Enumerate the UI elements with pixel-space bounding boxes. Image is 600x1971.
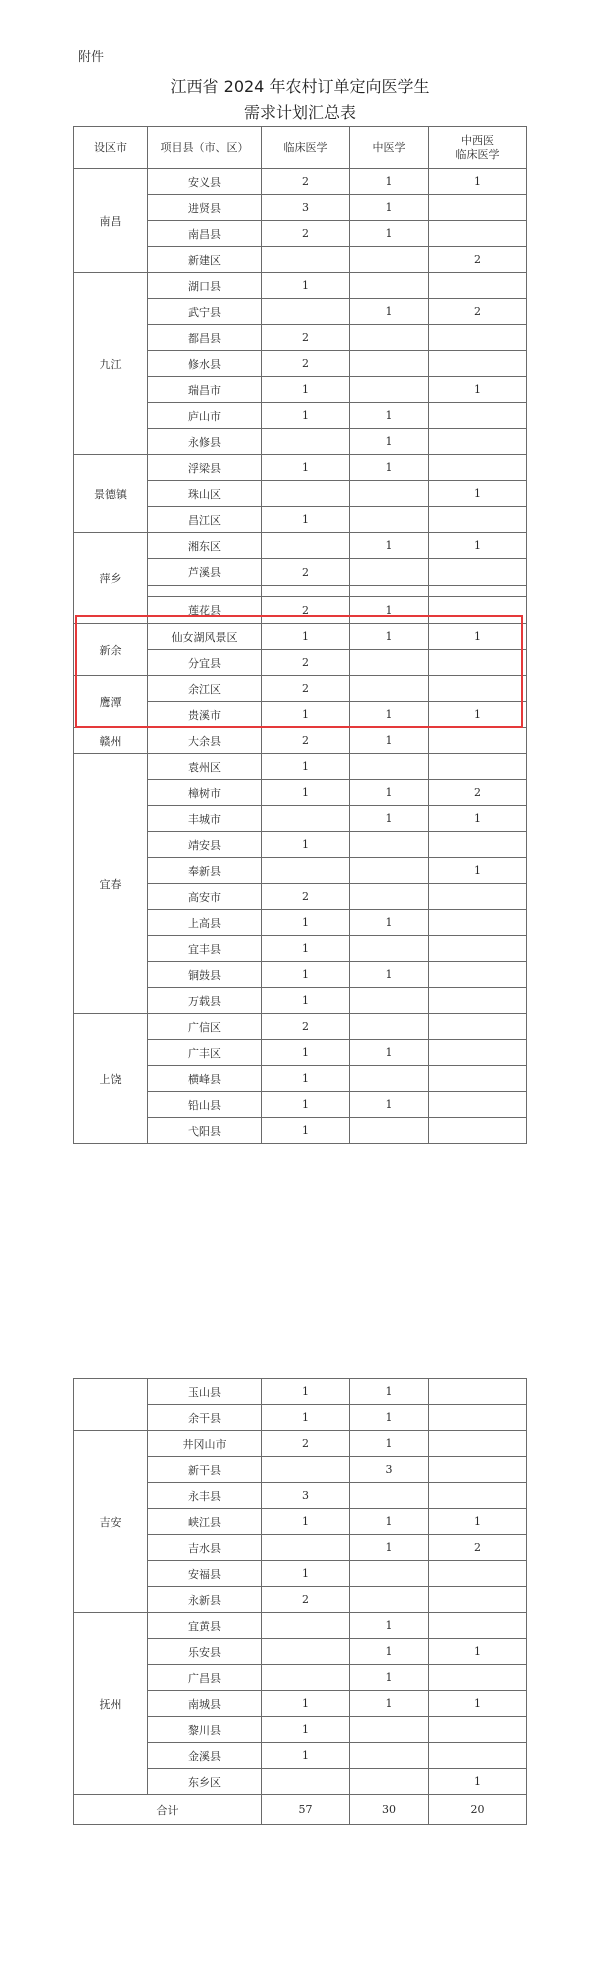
county-cell: 新建区	[148, 247, 262, 273]
integrated-cell	[429, 1665, 527, 1691]
tcm-cell	[350, 1118, 429, 1144]
table-row	[74, 455, 527, 481]
clinical-cell: 2	[262, 351, 350, 377]
clinical-cell: 2	[262, 559, 350, 586]
clinical-cell: 2	[262, 728, 350, 754]
tcm-cell	[350, 936, 429, 962]
header-clinical: 临床医学	[262, 127, 350, 169]
tcm-cell	[350, 1587, 429, 1613]
tcm-cell	[350, 832, 429, 858]
document-subtitle: 需求计划汇总表	[243, 103, 356, 122]
integrated-cell	[429, 884, 527, 910]
clinical-cell: 1	[262, 273, 350, 299]
tcm-cell: 1	[350, 455, 429, 481]
county-cell: 武宁县	[148, 299, 262, 325]
county-cell: 湖口县	[148, 273, 262, 299]
integrated-cell	[429, 1561, 527, 1587]
clinical-cell	[262, 429, 350, 455]
clinical-cell: 1	[262, 1118, 350, 1144]
tcm-cell: 1	[350, 1639, 429, 1665]
tcm-cell: 1	[350, 1509, 429, 1535]
tcm-cell	[350, 325, 429, 351]
county-cell: 贵溪市	[148, 702, 262, 728]
city-cell	[74, 1379, 148, 1431]
integrated-cell: 2	[429, 247, 527, 273]
table-header-row	[74, 127, 527, 169]
integrated-cell	[429, 832, 527, 858]
header-tcm: 中医学	[350, 127, 429, 169]
integrated-cell: 1	[429, 169, 527, 195]
integrated-cell	[429, 936, 527, 962]
clinical-cell	[262, 247, 350, 273]
tcm-cell: 1	[350, 1691, 429, 1717]
integrated-cell	[429, 455, 527, 481]
county-cell: 玉山县	[148, 1379, 262, 1405]
city-cell: 新余	[74, 624, 148, 676]
clinical-cell: 2	[262, 650, 350, 676]
integrated-cell	[429, 1092, 527, 1118]
tcm-cell: 1	[350, 533, 429, 559]
city-cell: 鹰潭	[74, 676, 148, 728]
tcm-cell: 1	[350, 910, 429, 936]
county-cell: 广信区	[148, 1014, 262, 1040]
county-cell: 广昌县	[148, 1665, 262, 1691]
tcm-cell: 1	[350, 1431, 429, 1457]
county-cell: 峡江县	[148, 1509, 262, 1535]
demand-table-part2	[73, 1378, 527, 1825]
integrated-cell: 2	[429, 1535, 527, 1561]
clinical-cell: 2	[262, 676, 350, 702]
integrated-cell	[429, 586, 527, 597]
clinical-cell	[262, 1457, 350, 1483]
total-tcm: 30	[350, 1795, 429, 1825]
county-cell: 宜丰县	[148, 936, 262, 962]
integrated-cell: 2	[429, 780, 527, 806]
county-cell: 奉新县	[148, 858, 262, 884]
county-cell: 万载县	[148, 988, 262, 1014]
tcm-cell	[350, 1743, 429, 1769]
tcm-cell	[350, 247, 429, 273]
county-cell: 湘东区	[148, 533, 262, 559]
county-cell: 浮梁县	[148, 455, 262, 481]
clinical-cell: 1	[262, 624, 350, 650]
integrated-cell: 1	[429, 533, 527, 559]
integrated-cell: 1	[429, 858, 527, 884]
header-integrated-line2: 临床医学	[455, 147, 500, 161]
county-cell: 昌江区	[148, 507, 262, 533]
clinical-cell	[262, 1639, 350, 1665]
integrated-cell	[429, 728, 527, 754]
county-cell: 丰城市	[148, 806, 262, 832]
clinical-cell	[262, 858, 350, 884]
county-cell: 宜黄县	[148, 1613, 262, 1639]
tcm-cell	[350, 559, 429, 586]
attachment-label: 附件	[78, 50, 105, 65]
tcm-cell: 1	[350, 169, 429, 195]
county-cell: 黎川县	[148, 1717, 262, 1743]
county-cell: 靖安县	[148, 832, 262, 858]
tcm-cell	[350, 1561, 429, 1587]
table-row	[74, 1014, 527, 1040]
tcm-cell	[350, 988, 429, 1014]
integrated-cell	[429, 1040, 527, 1066]
header-integrated	[429, 127, 527, 169]
tcm-cell	[350, 586, 429, 597]
county-cell: 永修县	[148, 429, 262, 455]
integrated-cell: 1	[429, 481, 527, 507]
tcm-cell	[350, 754, 429, 780]
table-row	[74, 533, 527, 559]
table-row	[74, 1431, 527, 1457]
clinical-cell	[262, 1613, 350, 1639]
clinical-cell: 2	[262, 221, 350, 247]
county-cell: 樟树市	[148, 780, 262, 806]
city-cell: 萍乡	[74, 533, 148, 624]
city-cell: 南昌	[74, 169, 148, 273]
tcm-cell	[350, 1066, 429, 1092]
tcm-cell: 1	[350, 597, 429, 624]
city-cell: 赣州	[74, 728, 148, 754]
tcm-cell: 1	[350, 1040, 429, 1066]
integrated-cell	[429, 429, 527, 455]
integrated-cell	[429, 221, 527, 247]
integrated-cell	[429, 1379, 527, 1405]
integrated-cell: 1	[429, 377, 527, 403]
city-cell: 吉安	[74, 1431, 148, 1613]
tcm-cell: 1	[350, 624, 429, 650]
county-cell: 铜鼓县	[148, 962, 262, 988]
total-label: 合计	[74, 1795, 262, 1825]
tcm-cell	[350, 1014, 429, 1040]
tcm-cell	[350, 273, 429, 299]
clinical-cell: 1	[262, 702, 350, 728]
clinical-cell: 1	[262, 507, 350, 533]
clinical-cell: 1	[262, 1066, 350, 1092]
tcm-cell	[350, 884, 429, 910]
clinical-cell	[262, 1535, 350, 1561]
clinical-cell: 3	[262, 195, 350, 221]
county-cell: 庐山市	[148, 403, 262, 429]
clinical-cell: 3	[262, 1483, 350, 1509]
tcm-cell: 1	[350, 299, 429, 325]
county-cell: 安义县	[148, 169, 262, 195]
county-cell: 进贤县	[148, 195, 262, 221]
integrated-cell	[429, 1405, 527, 1431]
tcm-cell: 1	[350, 195, 429, 221]
county-cell: 金溪县	[148, 1743, 262, 1769]
tcm-cell: 1	[350, 221, 429, 247]
integrated-cell	[429, 325, 527, 351]
integrated-cell	[429, 988, 527, 1014]
county-cell: 东乡区	[148, 1769, 262, 1795]
table-row	[74, 728, 527, 754]
clinical-cell: 1	[262, 832, 350, 858]
county-cell: 莲花县	[148, 597, 262, 624]
county-cell: 吉水县	[148, 1535, 262, 1561]
integrated-cell: 2	[429, 299, 527, 325]
tcm-cell: 1	[350, 780, 429, 806]
tcm-cell: 1	[350, 1379, 429, 1405]
county-cell: 余江区	[148, 676, 262, 702]
clinical-cell	[262, 481, 350, 507]
integrated-cell	[429, 962, 527, 988]
county-cell: 南昌县	[148, 221, 262, 247]
county-cell: 大余县	[148, 728, 262, 754]
integrated-cell	[429, 1457, 527, 1483]
total-clinical: 57	[262, 1795, 350, 1825]
integrated-cell	[429, 1587, 527, 1613]
clinical-cell: 2	[262, 1587, 350, 1613]
tcm-cell	[350, 481, 429, 507]
tcm-cell	[350, 351, 429, 377]
clinical-cell: 2	[262, 597, 350, 624]
county-cell: 芦溪县	[148, 559, 262, 586]
clinical-cell: 2	[262, 169, 350, 195]
clinical-cell: 1	[262, 936, 350, 962]
clinical-cell: 1	[262, 1691, 350, 1717]
tcm-cell: 1	[350, 1092, 429, 1118]
table-row	[74, 273, 527, 299]
county-cell: 乐安县	[148, 1639, 262, 1665]
clinical-cell	[262, 533, 350, 559]
city-cell: 宜春	[74, 754, 148, 1014]
integrated-cell	[429, 1066, 527, 1092]
clinical-cell: 1	[262, 754, 350, 780]
county-cell: 井冈山市	[148, 1431, 262, 1457]
clinical-cell: 1	[262, 455, 350, 481]
tcm-cell	[350, 1483, 429, 1509]
tcm-cell: 1	[350, 806, 429, 832]
integrated-cell	[429, 195, 527, 221]
header-integrated-line1: 中西医	[461, 133, 494, 147]
integrated-cell: 1	[429, 1691, 527, 1717]
clinical-cell: 1	[262, 910, 350, 936]
clinical-cell	[262, 1665, 350, 1691]
tcm-cell: 1	[350, 1535, 429, 1561]
clinical-cell	[262, 299, 350, 325]
clinical-cell: 2	[262, 325, 350, 351]
integrated-cell: 1	[429, 624, 527, 650]
integrated-cell: 1	[429, 806, 527, 832]
tcm-cell: 1	[350, 1405, 429, 1431]
county-cell: 袁州区	[148, 754, 262, 780]
tcm-cell: 1	[350, 962, 429, 988]
county-cell	[148, 586, 262, 597]
integrated-cell	[429, 1014, 527, 1040]
integrated-cell: 1	[429, 1769, 527, 1795]
clinical-cell: 1	[262, 962, 350, 988]
city-cell: 景德镇	[74, 455, 148, 533]
county-cell: 瑞昌市	[148, 377, 262, 403]
clinical-cell: 1	[262, 403, 350, 429]
document-title: 江西省 2024 年农村订单定向医学生	[170, 77, 430, 96]
county-cell: 分宜县	[148, 650, 262, 676]
tcm-cell: 1	[350, 429, 429, 455]
clinical-cell: 1	[262, 1717, 350, 1743]
integrated-cell	[429, 1431, 527, 1457]
tcm-cell: 1	[350, 403, 429, 429]
clinical-cell: 1	[262, 988, 350, 1014]
county-cell: 新干县	[148, 1457, 262, 1483]
clinical-cell: 1	[262, 1092, 350, 1118]
integrated-cell	[429, 507, 527, 533]
header-county: 项目县（市、区）	[148, 127, 262, 169]
county-cell: 余干县	[148, 1405, 262, 1431]
table-row	[74, 169, 527, 195]
county-cell: 铅山县	[148, 1092, 262, 1118]
table-row	[74, 1613, 527, 1639]
county-cell: 弋阳县	[148, 1118, 262, 1144]
clinical-cell: 1	[262, 1509, 350, 1535]
integrated-cell	[429, 273, 527, 299]
tcm-cell	[350, 377, 429, 403]
integrated-cell	[429, 403, 527, 429]
total-row	[74, 1795, 527, 1825]
county-cell: 横峰县	[148, 1066, 262, 1092]
integrated-cell: 1	[429, 702, 527, 728]
tcm-cell: 1	[350, 1665, 429, 1691]
table-body-part2	[74, 1379, 527, 1825]
county-cell: 南城县	[148, 1691, 262, 1717]
tcm-cell: 1	[350, 1613, 429, 1639]
integrated-cell: 1	[429, 1509, 527, 1535]
integrated-cell	[429, 559, 527, 586]
clinical-cell: 1	[262, 1040, 350, 1066]
table-row	[74, 1379, 527, 1405]
total-integrated: 20	[429, 1795, 527, 1825]
city-cell: 九江	[74, 273, 148, 455]
integrated-cell	[429, 910, 527, 936]
clinical-cell: 1	[262, 377, 350, 403]
clinical-cell: 1	[262, 1379, 350, 1405]
header-city: 设区市	[74, 127, 148, 169]
integrated-cell	[429, 1483, 527, 1509]
tcm-cell: 1	[350, 702, 429, 728]
integrated-cell	[429, 1118, 527, 1144]
clinical-cell	[262, 586, 350, 597]
county-cell: 高安市	[148, 884, 262, 910]
clinical-cell	[262, 806, 350, 832]
county-cell: 珠山区	[148, 481, 262, 507]
table-row	[74, 754, 527, 780]
clinical-cell: 1	[262, 1743, 350, 1769]
integrated-cell	[429, 754, 527, 780]
tcm-cell	[350, 858, 429, 884]
county-cell: 永新县	[148, 1587, 262, 1613]
clinical-cell: 2	[262, 884, 350, 910]
city-cell: 上饶	[74, 1014, 148, 1144]
clinical-cell: 2	[262, 1014, 350, 1040]
highlight-box	[75, 615, 523, 728]
tcm-cell	[350, 1717, 429, 1743]
tcm-cell: 1	[350, 728, 429, 754]
clinical-cell: 1	[262, 1405, 350, 1431]
county-cell: 广丰区	[148, 1040, 262, 1066]
clinical-cell	[262, 1769, 350, 1795]
city-cell: 抚州	[74, 1613, 148, 1795]
integrated-cell	[429, 1743, 527, 1769]
tcm-cell	[350, 1769, 429, 1795]
county-cell: 仙女湖风景区	[148, 624, 262, 650]
county-cell: 安福县	[148, 1561, 262, 1587]
integrated-cell	[429, 1613, 527, 1639]
tcm-cell	[350, 507, 429, 533]
county-cell: 永丰县	[148, 1483, 262, 1509]
clinical-cell: 1	[262, 1561, 350, 1587]
county-cell: 上高县	[148, 910, 262, 936]
clinical-cell: 1	[262, 780, 350, 806]
integrated-cell	[429, 351, 527, 377]
county-cell: 修水县	[148, 351, 262, 377]
tcm-cell: 3	[350, 1457, 429, 1483]
integrated-cell: 1	[429, 1639, 527, 1665]
county-cell: 都昌县	[148, 325, 262, 351]
clinical-cell: 2	[262, 1431, 350, 1457]
integrated-cell	[429, 1717, 527, 1743]
